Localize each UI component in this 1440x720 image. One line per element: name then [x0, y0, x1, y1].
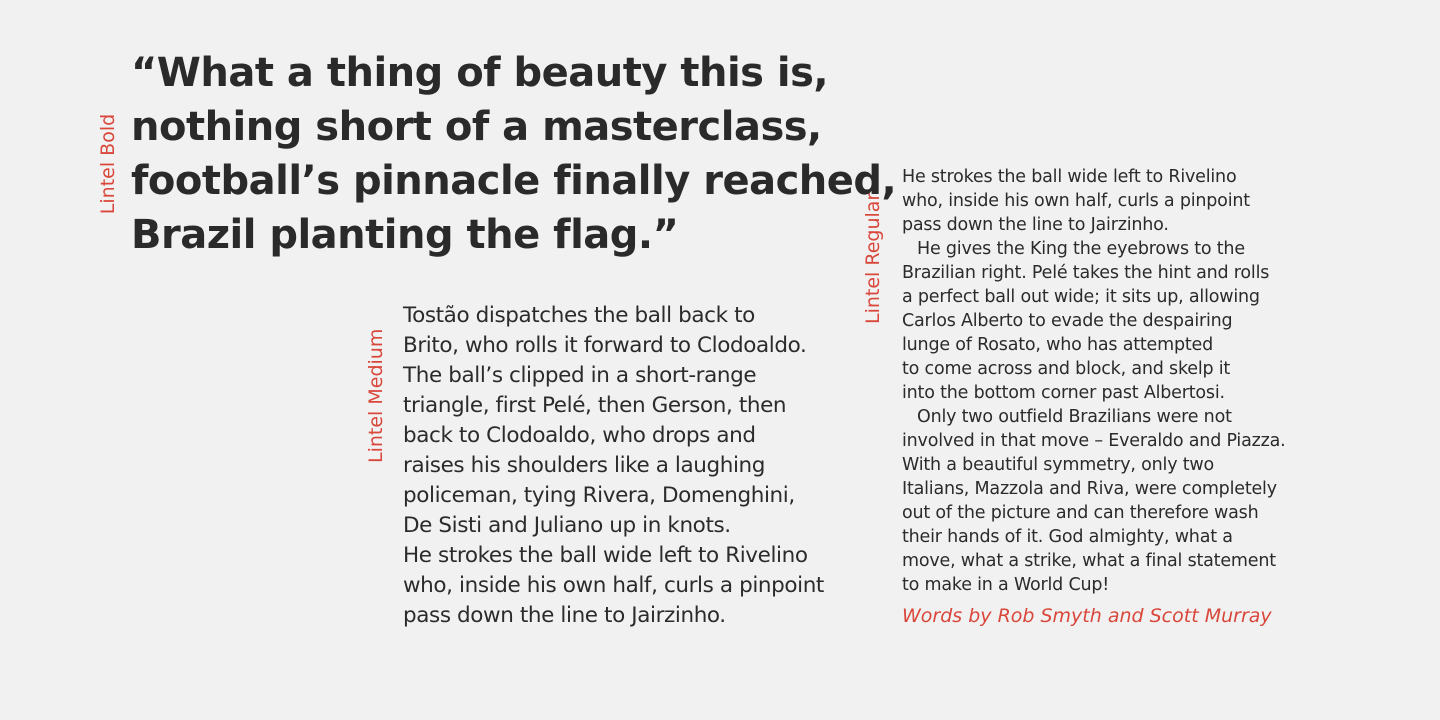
medium-line: Tostão dispatches the ball back to — [403, 303, 755, 328]
regular-line: pass down the line to Jairzinho. — [902, 215, 1169, 235]
quote-line: Brazil planting the flag.” — [131, 212, 679, 258]
regular-line: He strokes the ball wide left to Rivelino — [902, 167, 1237, 187]
medium-line: raises his shoulders like a laughing — [403, 453, 766, 478]
regular-line: to make in a World Cup! — [902, 575, 1110, 595]
regular-line: Brazilian right. Pelé takes the hint and rolls — [902, 263, 1270, 283]
regular-line: who, inside his own half, curls a pinpoint — [902, 191, 1250, 211]
regular-line: involved in that move – Everaldo and Piazza. — [902, 431, 1286, 451]
regular-line: He gives the King the eyebrows to the — [917, 239, 1245, 259]
regular-line: Carlos Alberto to evade the despairing — [902, 311, 1233, 331]
regular-line: move, what a strike, what a final statement — [902, 551, 1276, 571]
label-lintel-bold: Lintel Bold — [97, 113, 119, 215]
credit-line: Words by Rob Smyth and Scott Murray — [902, 605, 1272, 627]
medium-line: back to Clodoaldo, who drops and — [403, 423, 756, 448]
medium-line: The ball’s clipped in a short-range — [403, 363, 757, 388]
regular-line: With a beautiful symmetry, only two — [902, 455, 1215, 475]
quote-line: football’s pinnacle finally reached, — [131, 158, 897, 204]
medium-paragraph — [403, 301, 824, 631]
medium-line: policeman, tying Rivera, Domenghini, — [403, 483, 795, 508]
medium-line: who, inside his own half, curls a pinpoint — [403, 573, 824, 598]
regular-line: a perfect ball out wide; it sits up, allowing — [902, 287, 1260, 307]
regular-paragraph — [902, 165, 1286, 597]
medium-line: He strokes the ball wide left to Rivelino — [403, 543, 808, 568]
label-lintel-regular: Lintel Regular — [862, 192, 884, 324]
regular-line: into the bottom corner past Albertosi. — [902, 383, 1225, 403]
label-lintel-medium: Lintel Medium — [365, 328, 387, 463]
regular-line: Italians, Mazzola and Riva, were completely — [902, 479, 1277, 499]
medium-line: Brito, who rolls it forward to Clodoaldo. — [403, 333, 807, 358]
quote-line: “What a thing of beauty this is, — [131, 50, 829, 96]
quote-line: nothing short of a masterclass, — [131, 104, 822, 150]
regular-line: out of the picture and can therefore wash — [902, 503, 1259, 523]
medium-line: triangle, first Pelé, then Gerson, then — [403, 393, 787, 418]
regular-line: lunge of Rosato, who has attempted — [902, 335, 1214, 355]
regular-line: their hands of it. God almighty, what a — [902, 527, 1233, 547]
medium-line: pass down the line to Jairzinho. — [403, 603, 726, 628]
regular-line: to come across and block, and skelp it — [902, 359, 1231, 379]
regular-line: Only two outfield Brazilians were not — [917, 407, 1232, 427]
medium-line: De Sisti and Juliano up in knots. — [403, 513, 731, 538]
